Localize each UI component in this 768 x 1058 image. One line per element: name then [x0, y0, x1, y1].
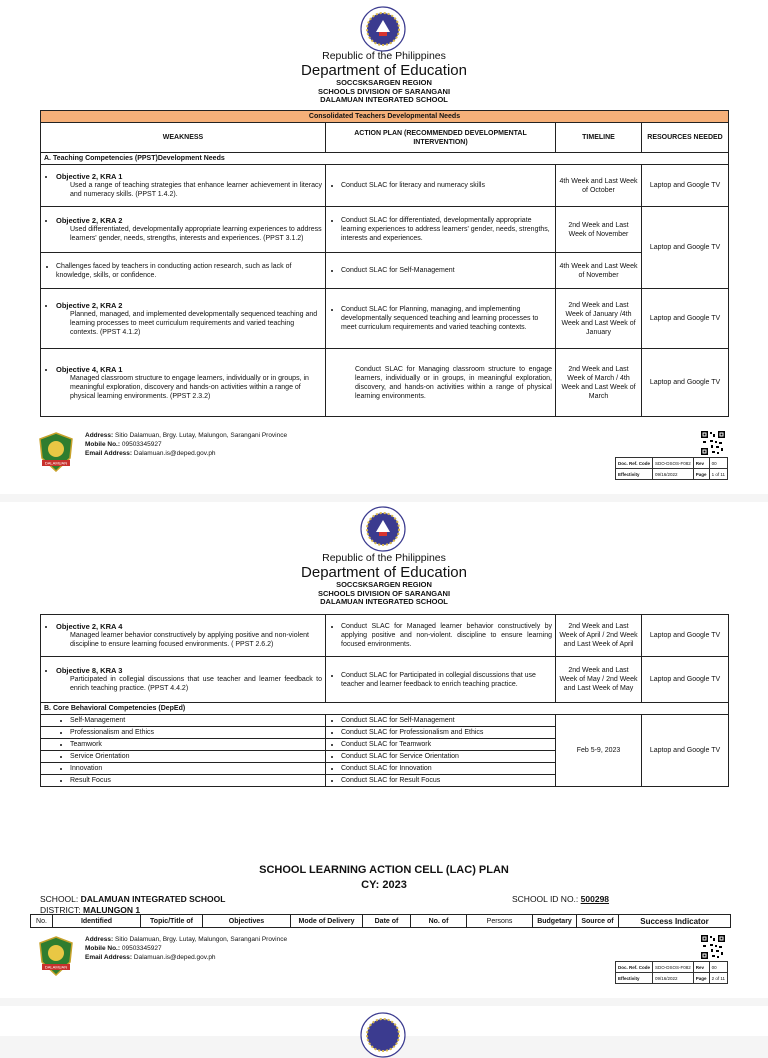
col-source: Source of: [577, 915, 619, 928]
school-logo-icon: [38, 432, 74, 472]
col-success-indicator: Success Indicator: [619, 915, 731, 928]
col-resources: RESOURCES NEEDED: [642, 123, 729, 153]
timeline-cell: 4th Week and Last Week of October: [556, 165, 642, 207]
deped-seal-icon: [360, 6, 406, 52]
core-resources-cell: Laptop and Google TV: [642, 715, 729, 787]
letterhead: [0, 50, 768, 105]
table-row: • Self-Management • Conduct SLAC for Self-Management Feb 5-9, 2023 Laptop and Google TV: [41, 715, 729, 727]
action-cell: Conduct SLAC for Managing classroom structure to engage learners, individually or in groups, in meaningful exploration, discovery, and hands-on activities within a range of physical learning environments.: [326, 349, 556, 417]
col-date: Date of: [363, 915, 411, 928]
table-row: • Innovation • Conduct SLAC for Innovation: [41, 763, 729, 775]
resources-cell: Laptop and Google TV: [642, 615, 729, 657]
school-logo-icon: [38, 936, 74, 976]
weakness-cell: • Objective 8, KRA 3 Participated in collegial discussions that use teacher and learner feedback to enrich teaching practice. (PPST 4.4.2): [41, 657, 326, 703]
action-cell: • Conduct SLAC for Planning, managing, and implementing developmentally sequenced teaching and learning processes to meet curriculum requirements and varied teaching contexts.: [326, 289, 556, 349]
resources-cell: Laptop and Google TV: [642, 289, 729, 349]
department-line: Department of Education: [301, 564, 467, 581]
action-cell: • Conduct SLAC for Managed learner behavior constructively by applying positive and non-violent. discipline to ensure learning focused environments.: [326, 615, 556, 657]
contact-info: Address: Sitio Dalamuan, Brgy. Lutay, Malungon, Sarangani Province Mobile No.: 09503345927 Email Address: Dalamuan.is@deped.gov.ph: [85, 432, 288, 457]
section-b-heading: B. Core Behavioral Competencies (DepEd): [41, 703, 729, 715]
table-row: [41, 207, 729, 253]
section-a-heading: A. Teaching Competencies (PPST)Development Needs: [41, 153, 729, 165]
weakness-cell: • Objective 2, KRA 4 Managed learner behavior constructively by applying positive and non-violent discipline to ensure learning focused environments. ( PPST 2.6.2): [41, 615, 326, 657]
page-footer: [38, 934, 732, 994]
col-budgetary: Budgetary: [533, 915, 577, 928]
svg-text:DALAMUAN: DALAMUAN: [44, 460, 68, 466]
document-page-3: [0, 1006, 768, 1036]
deped-seal-icon: [360, 506, 406, 552]
weakness-cell: • Challenges faced by teachers in conducting action research, such as lack of knowledge, skills, or confidence.: [41, 253, 326, 289]
region-line: SOCCSKSARGEN REGION: [336, 580, 432, 589]
qr-code-icon: [700, 934, 726, 960]
timeline-cell: 2nd Week and Last Week of March / 4th Week and Last Week of March: [556, 349, 642, 417]
republic-line: Republic of the Philippines: [322, 50, 446, 62]
developmental-needs-table: [40, 110, 729, 417]
table-row: • Service Orientation • Conduct SLAC for Service Orientation: [41, 751, 729, 763]
table-row: [41, 289, 729, 349]
address-text: Sitio Dalamuan, Brgy. Lutay, Malungon, Sarangani Province: [115, 432, 288, 439]
school-field: SCHOOL: DALAMUAN INTEGRATED SCHOOL: [40, 894, 226, 904]
timeline-cell: 4th Week and Last Week of November: [556, 253, 642, 289]
col-weakness: WEAKNESS: [41, 123, 326, 153]
table-row: [41, 615, 729, 657]
contact-info: Address: Sitio Dalamuan, Brgy. Lutay, Malungon, Sarangani Province Mobile No.: 09503345927 Email Address: Dalamuan.is@deped.gov.ph: [85, 936, 288, 961]
email-text: Dalamuan.is@deped.gov.ph: [133, 450, 216, 457]
qr-code-icon: [700, 430, 726, 456]
resources-cell: Laptop and Google TV: [642, 349, 729, 417]
action-cell: • Conduct SLAC for literacy and numeracy skills: [326, 165, 556, 207]
table-title: Consolidated Teachers Developmental Needs: [41, 111, 729, 123]
document-page-2: [0, 502, 768, 998]
division-line: SCHOOLS DIVISION OF SARANGANI: [317, 86, 451, 96]
col-objectives: Objectives: [203, 915, 291, 928]
table-row: • Professionalism and Ethics • Conduct SLAC for Professionalism and Ethics: [41, 727, 729, 739]
col-topic: Topic/Title of: [141, 915, 203, 928]
action-cell: • Conduct SLAC for Participated in collegial discussions that use teacher and learner feedback to enrich teaching practice.: [326, 657, 556, 703]
republic-line: Republic of the Philippines: [322, 552, 446, 564]
col-timeline: TIMELINE: [556, 123, 642, 153]
table-row: • Result Focus • Conduct SLAC for Result Focus: [41, 775, 729, 787]
resources-cell: Laptop and Google TV: [642, 207, 729, 289]
letterhead: [0, 552, 768, 607]
table-row: [41, 657, 729, 703]
weakness-cell: • Objective 2, KRA 2 Used differentiated, developmentally appropriate learning experiences to address learners' gender, needs, strengths, interests and experiences. (PPST 3.1.2): [41, 207, 326, 253]
timeline-cell: 2nd Week and Last Week of January /4th Week and Last Week of January: [556, 289, 642, 349]
department-line: Department of Education: [301, 62, 467, 79]
document-control-table: Doc. Ref. Code SDO-DSOS-F082 Rev 00 Effectivity 09/16/2022 Page 1 of 11: [615, 457, 728, 480]
school-line: DALAMUAN INTEGRATED SCHOOL: [320, 95, 448, 105]
timeline-cell: 2nd Week and Last Week of May / 2nd Week and Last Week of May: [556, 657, 642, 703]
resources-cell: Laptop and Google TV: [642, 657, 729, 703]
deped-seal-icon: [360, 1012, 406, 1058]
col-identified: Identified: [53, 915, 141, 928]
region-line: SOCCSKSARGEN REGION: [336, 78, 432, 87]
lac-plan-title: SCHOOL LEARNING ACTION CELL (LAC) PLAN: [259, 864, 509, 876]
col-number: No. of: [411, 915, 467, 928]
mobile-text: 09503345927: [121, 441, 162, 448]
timeline-cell: 2nd Week and Last Week of April / 2nd Week and Last Week of April: [556, 615, 642, 657]
page-number: 1 of 11: [709, 469, 727, 480]
col-action-plan: ACTION PLAN (RECOMMENDED DEVELOPMENTAL INTERVENTION): [326, 123, 556, 153]
school-line: DALAMUAN INTEGRATED SCHOOL: [320, 597, 448, 607]
division-line: SCHOOLS DIVISION OF SARANGANI: [317, 588, 451, 598]
document-control-table: Doc. Ref. Code SDO-DSOS-F082 Rev 00 Effectivity 09/16/2022 Page 2 of 11: [615, 961, 728, 984]
school-id-field: SCHOOL ID NO.: 500298: [512, 894, 610, 904]
weakness-cell: • Objective 2, KRA 1 Used a range of teaching strategies that enhance learner achievement in literacy and numeracy skills. (PPST 1.4.2).: [41, 165, 326, 207]
col-no: No.: [31, 915, 53, 928]
developmental-needs-table-continued: [40, 614, 729, 787]
document-page-1: [0, 0, 768, 494]
resources-cell: Laptop and Google TV: [642, 165, 729, 207]
table-row: • Teamwork • Conduct SLAC for Teamwork: [41, 739, 729, 751]
core-timeline-cell: Feb 5-9, 2023: [556, 715, 642, 787]
weakness-cell: • Objective 2, KRA 2 Planned, managed, and implemented developmentally sequenced teaching and learning processes to meet curriculum requirements and varied teaching contexts. (PPST 4.1.2): [41, 289, 326, 349]
col-persons: Persons: [467, 915, 533, 928]
lac-plan-table: [30, 914, 731, 928]
table-row: [41, 253, 729, 289]
col-mode: Mode of Delivery: [291, 915, 363, 928]
table-row: [41, 165, 729, 207]
action-cell: • Conduct SLAC for Self-Management: [326, 253, 556, 289]
district-field: DISTRICT: MALUNGON 1: [40, 905, 141, 915]
timeline-cell: 2nd Week and Last Week of November: [556, 207, 642, 253]
page-footer: [38, 430, 732, 490]
table-row: [41, 349, 729, 417]
svg-text:DALAMUAN: DALAMUAN: [44, 964, 68, 970]
lac-plan-year: CY: 2023: [361, 879, 407, 891]
weakness-cell: • Objective 4, KRA 1 Managed classroom structure to engage learners, individually or in groups, in meaningful exploration, discovery and hands-on activities within a range of physical learning environments. (PPST 2.3.2): [41, 349, 326, 417]
page-number: 2 of 11: [709, 973, 727, 984]
action-cell: • Conduct SLAC for differentiated, developmentally appropriate learning experiences to address learners' gender, needs, strengths, interests and experiences.: [326, 207, 556, 253]
